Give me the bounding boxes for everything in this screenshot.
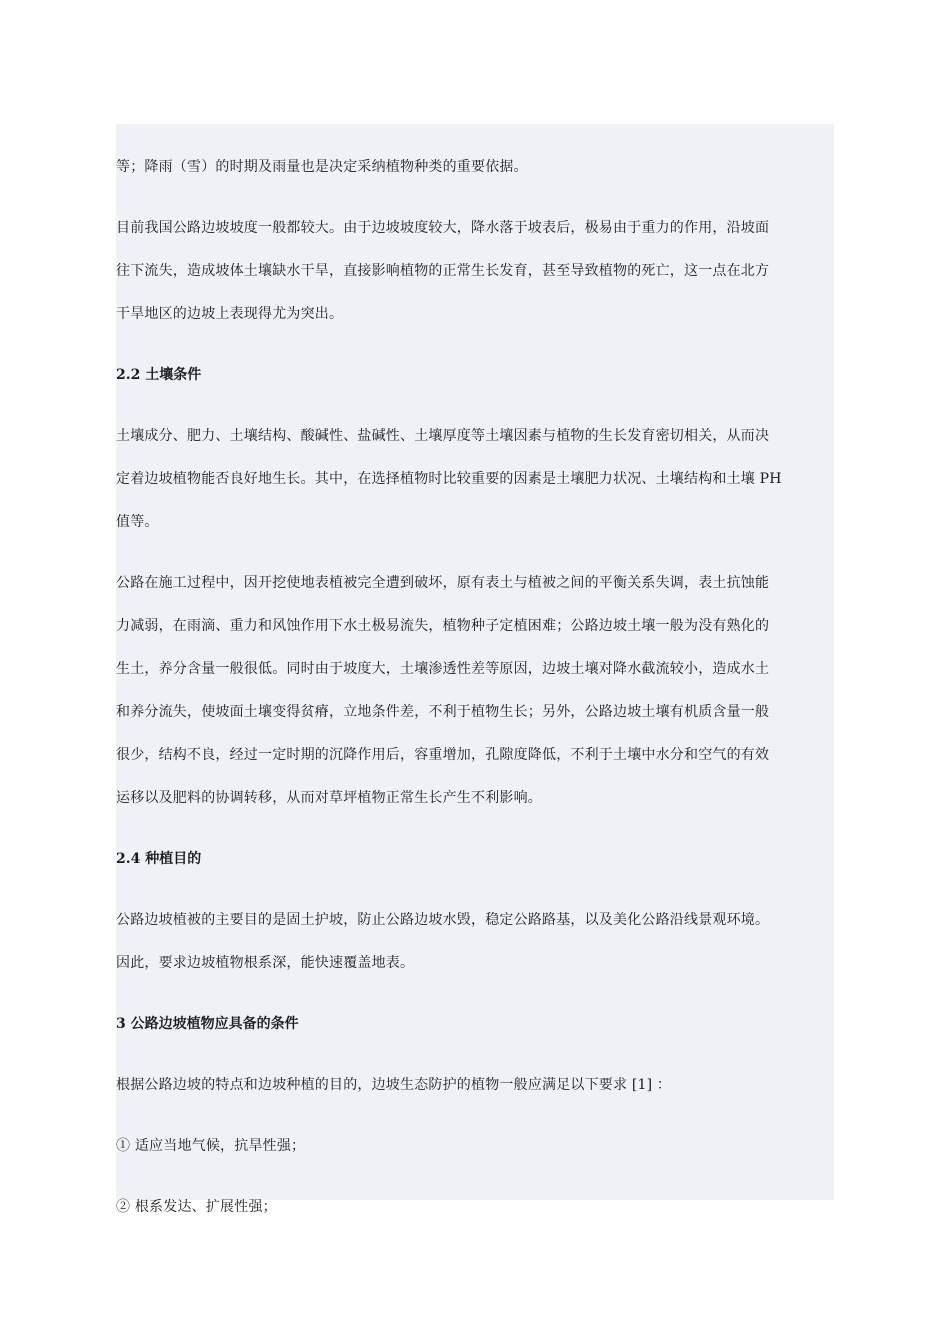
paragraph-gap — [116, 397, 792, 415]
heading-text: 2.4 种植目的 — [116, 851, 202, 867]
text-line: 定着边坡植物能否良好地生长。其中，在选择植物时比较重要的因素是土壤肥力状况、土壤结构和土壤 PH — [116, 471, 782, 487]
text-line: 生土，养分含量一般很低。同时由于坡度大，土壤渗透性差等原因，边坡土壤对降水截流较小，造成水土 — [116, 661, 770, 677]
text-line: 目前我国公路边坡坡度一般都较大。由于边坡坡度较大，降水落于坡表后，极易由于重力的作用，沿坡面 — [116, 220, 770, 236]
paragraph-soil-factors — [116, 415, 792, 544]
paragraph-construction-impact — [116, 562, 792, 820]
list-item-climate — [116, 1125, 792, 1168]
section-heading-soil-conditions — [116, 354, 792, 397]
paragraph-purpose — [116, 899, 792, 985]
text-line: 根据公路边坡的特点和边坡种植的目的，边坡生态防护的植物一般应满足以下要求 [1] ： — [116, 1077, 672, 1093]
text-line: 力减弱，在雨滴、重力和风蚀作用下水土极易流失，植物种子定植困难；公路边坡土壤一般为没有熟化的 — [116, 618, 770, 634]
paragraph-gap — [116, 985, 792, 1003]
text-line: ① 适应当地气候，抗旱性强； — [116, 1138, 306, 1154]
text-line: 和养分流失，使坡面土壤变得贫瘠，立地条件差，不利于植物生长；另外，公路边坡土壤有机质含量一般 — [116, 704, 770, 720]
text-line: 因此，要求边坡植物根系深，能快速覆盖地表。 — [116, 955, 415, 971]
text-line: 公路边坡植被的主要目的是固土护坡，防止公路边坡水毁，稳定公路路基，以及美化公路沿线景观环境。 — [116, 912, 770, 928]
section-heading-plant-requirements — [116, 1003, 792, 1046]
text-line: 运移以及肥料的协调转移，从而对草坪植物正常生长产生不利影响。 — [116, 790, 542, 806]
paragraph-requirements-intro — [116, 1064, 792, 1107]
text-line: 等；降雨（雪）的时期及雨量也是决定采纳植物种类的重要依据。 — [116, 159, 528, 175]
paragraph-gap — [116, 1168, 792, 1186]
paragraph-gap — [116, 881, 792, 899]
list-item-roots — [116, 1186, 792, 1229]
paragraph-gap — [116, 1107, 792, 1125]
paragraph-gap — [116, 336, 792, 354]
text-line: 值等。 — [116, 514, 159, 530]
text-line: ② 根系发达、扩展性强； — [116, 1199, 277, 1215]
heading-text: 3 公路边坡植物应具备的条件 — [116, 1016, 299, 1032]
paragraph-gap — [116, 189, 792, 207]
section-heading-planting-purpose — [116, 838, 792, 881]
text-line: 往下流失，造成坡体土壤缺水干旱，直接影响植物的正常生长发育，甚至导致植物的死亡，这一点在北方 — [116, 263, 770, 279]
paragraph-rainfall — [116, 146, 792, 189]
paragraph-gap — [116, 820, 792, 838]
paragraph-slope-gradient — [116, 207, 792, 336]
document-body — [116, 146, 792, 1229]
paragraph-gap — [116, 1046, 792, 1064]
heading-text: 2.2 土壤条件 — [116, 367, 202, 383]
text-line: 土壤成分、肥力、土壤结构、酸碱性、盐碱性、土壤厚度等土壤因素与植物的生长发育密切相关，从而决 — [116, 428, 770, 444]
paragraph-gap — [116, 544, 792, 562]
text-line: 干旱地区的边坡上表现得尤为突出。 — [116, 306, 344, 322]
text-line: 公路在施工过程中，因开挖使地表植被完全遭到破坏，原有表土与植被之间的平衡关系失调，表土抗蚀能 — [116, 575, 770, 591]
text-line: 很少，结构不良，经过一定时期的沉降作用后，容重增加，孔隙度降低，不利于土壤中水分和空气的有效 — [116, 747, 770, 763]
